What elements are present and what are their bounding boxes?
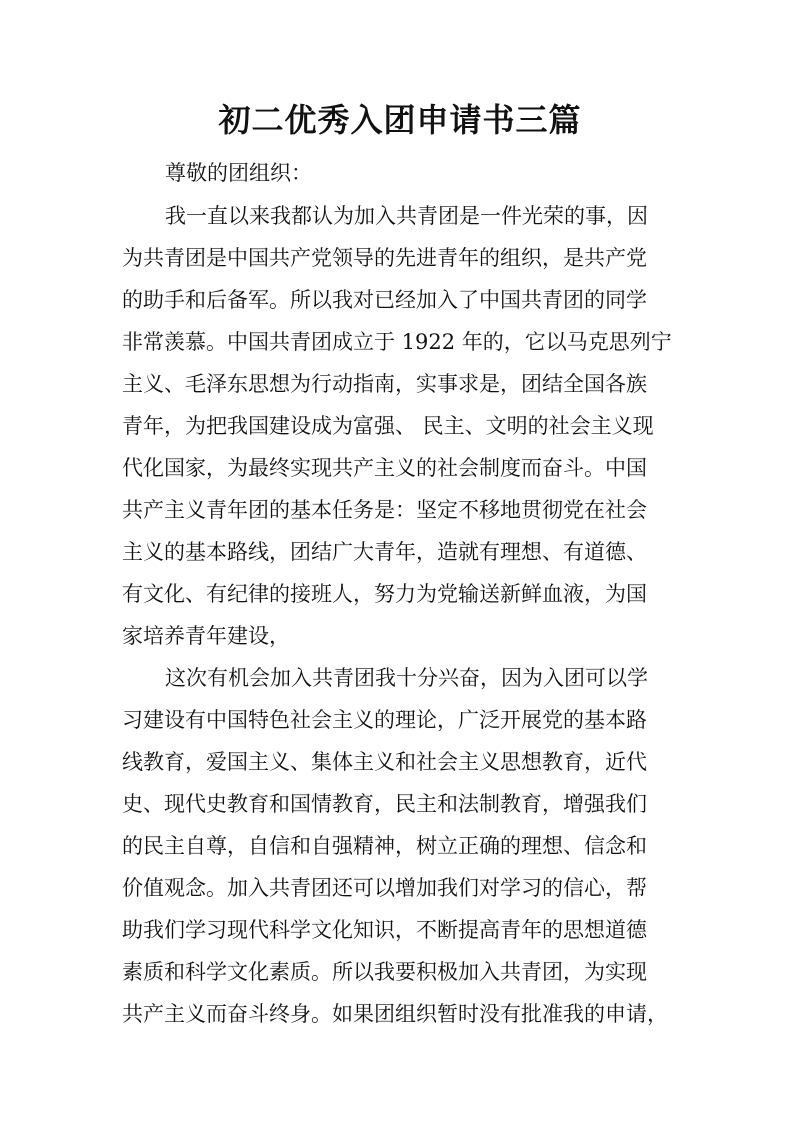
document-title: 初二优秀入团申请书三篇	[218, 101, 582, 139]
paragraph-line: 共产主义而奋斗终身。如果团组织暂时没有批准我的申请，	[122, 1002, 668, 1026]
paragraph-line: 这次有机会加入共青团我十分兴奋，因为入团可以学	[165, 666, 648, 690]
paragraph-line: 的助手和后备军。所以我对已经加入了中国共青团的同学	[122, 288, 647, 312]
paragraph-line: 主义的基本路线，团结广大青年，造就有理想、有道德、	[122, 540, 647, 564]
paragraph-line: 为共青团是中国共产党领导的先进青年的组织，是共产党	[122, 246, 647, 270]
paragraph-line: 非常羡慕。中国共青团成立于 1922 年的，它以马克思列宁	[122, 330, 672, 354]
paragraph-line: 有文化、有纪律的接班人，努力为党输送新鲜血液，为国	[122, 582, 647, 606]
paragraph-line: 素质和科学文化素质。所以我要积极加入共青团，为实现	[122, 960, 647, 984]
paragraph-line: 助我们学习现代科学文化知识，不断提高青年的思想道德	[122, 918, 647, 942]
paragraph-line: 价值观念。加入共青团还可以增加我们对学习的信心，帮	[122, 876, 647, 900]
paragraph-line: 家培养青年建设，	[122, 624, 290, 648]
paragraph-line: 青年，为把我国建设成为富强、 民主、文明的社会主义现	[122, 414, 654, 438]
paragraph-line: 线教育，爱国主义、集体主义和社会主义思想教育，近代	[122, 750, 647, 774]
paragraph-line: 共产主义青年团的基本任务是：坚定不移地贯彻党在社会	[122, 498, 647, 522]
paragraph-line: 我一直以来我都认为加入共青团是一件光荣的事，因	[165, 204, 648, 228]
salutation: 尊敬的团组织：	[165, 161, 312, 185]
paragraph-line: 代化国家，为最终实现共产主义的社会制度而奋斗。中国	[122, 456, 647, 480]
paragraph-line: 的民主自尊，自信和自强精神，树立正确的理想、信念和	[122, 834, 647, 858]
paragraph-line: 史、现代史教育和国情教育，民主和法制教育，增强我们	[122, 792, 647, 816]
paragraph-line: 主义、毛泽东思想为行动指南，实事求是，团结全国各族	[122, 372, 647, 396]
paragraph-line: 习建设有中国特色社会主义的理论，广泛开展党的基本路	[122, 708, 647, 732]
